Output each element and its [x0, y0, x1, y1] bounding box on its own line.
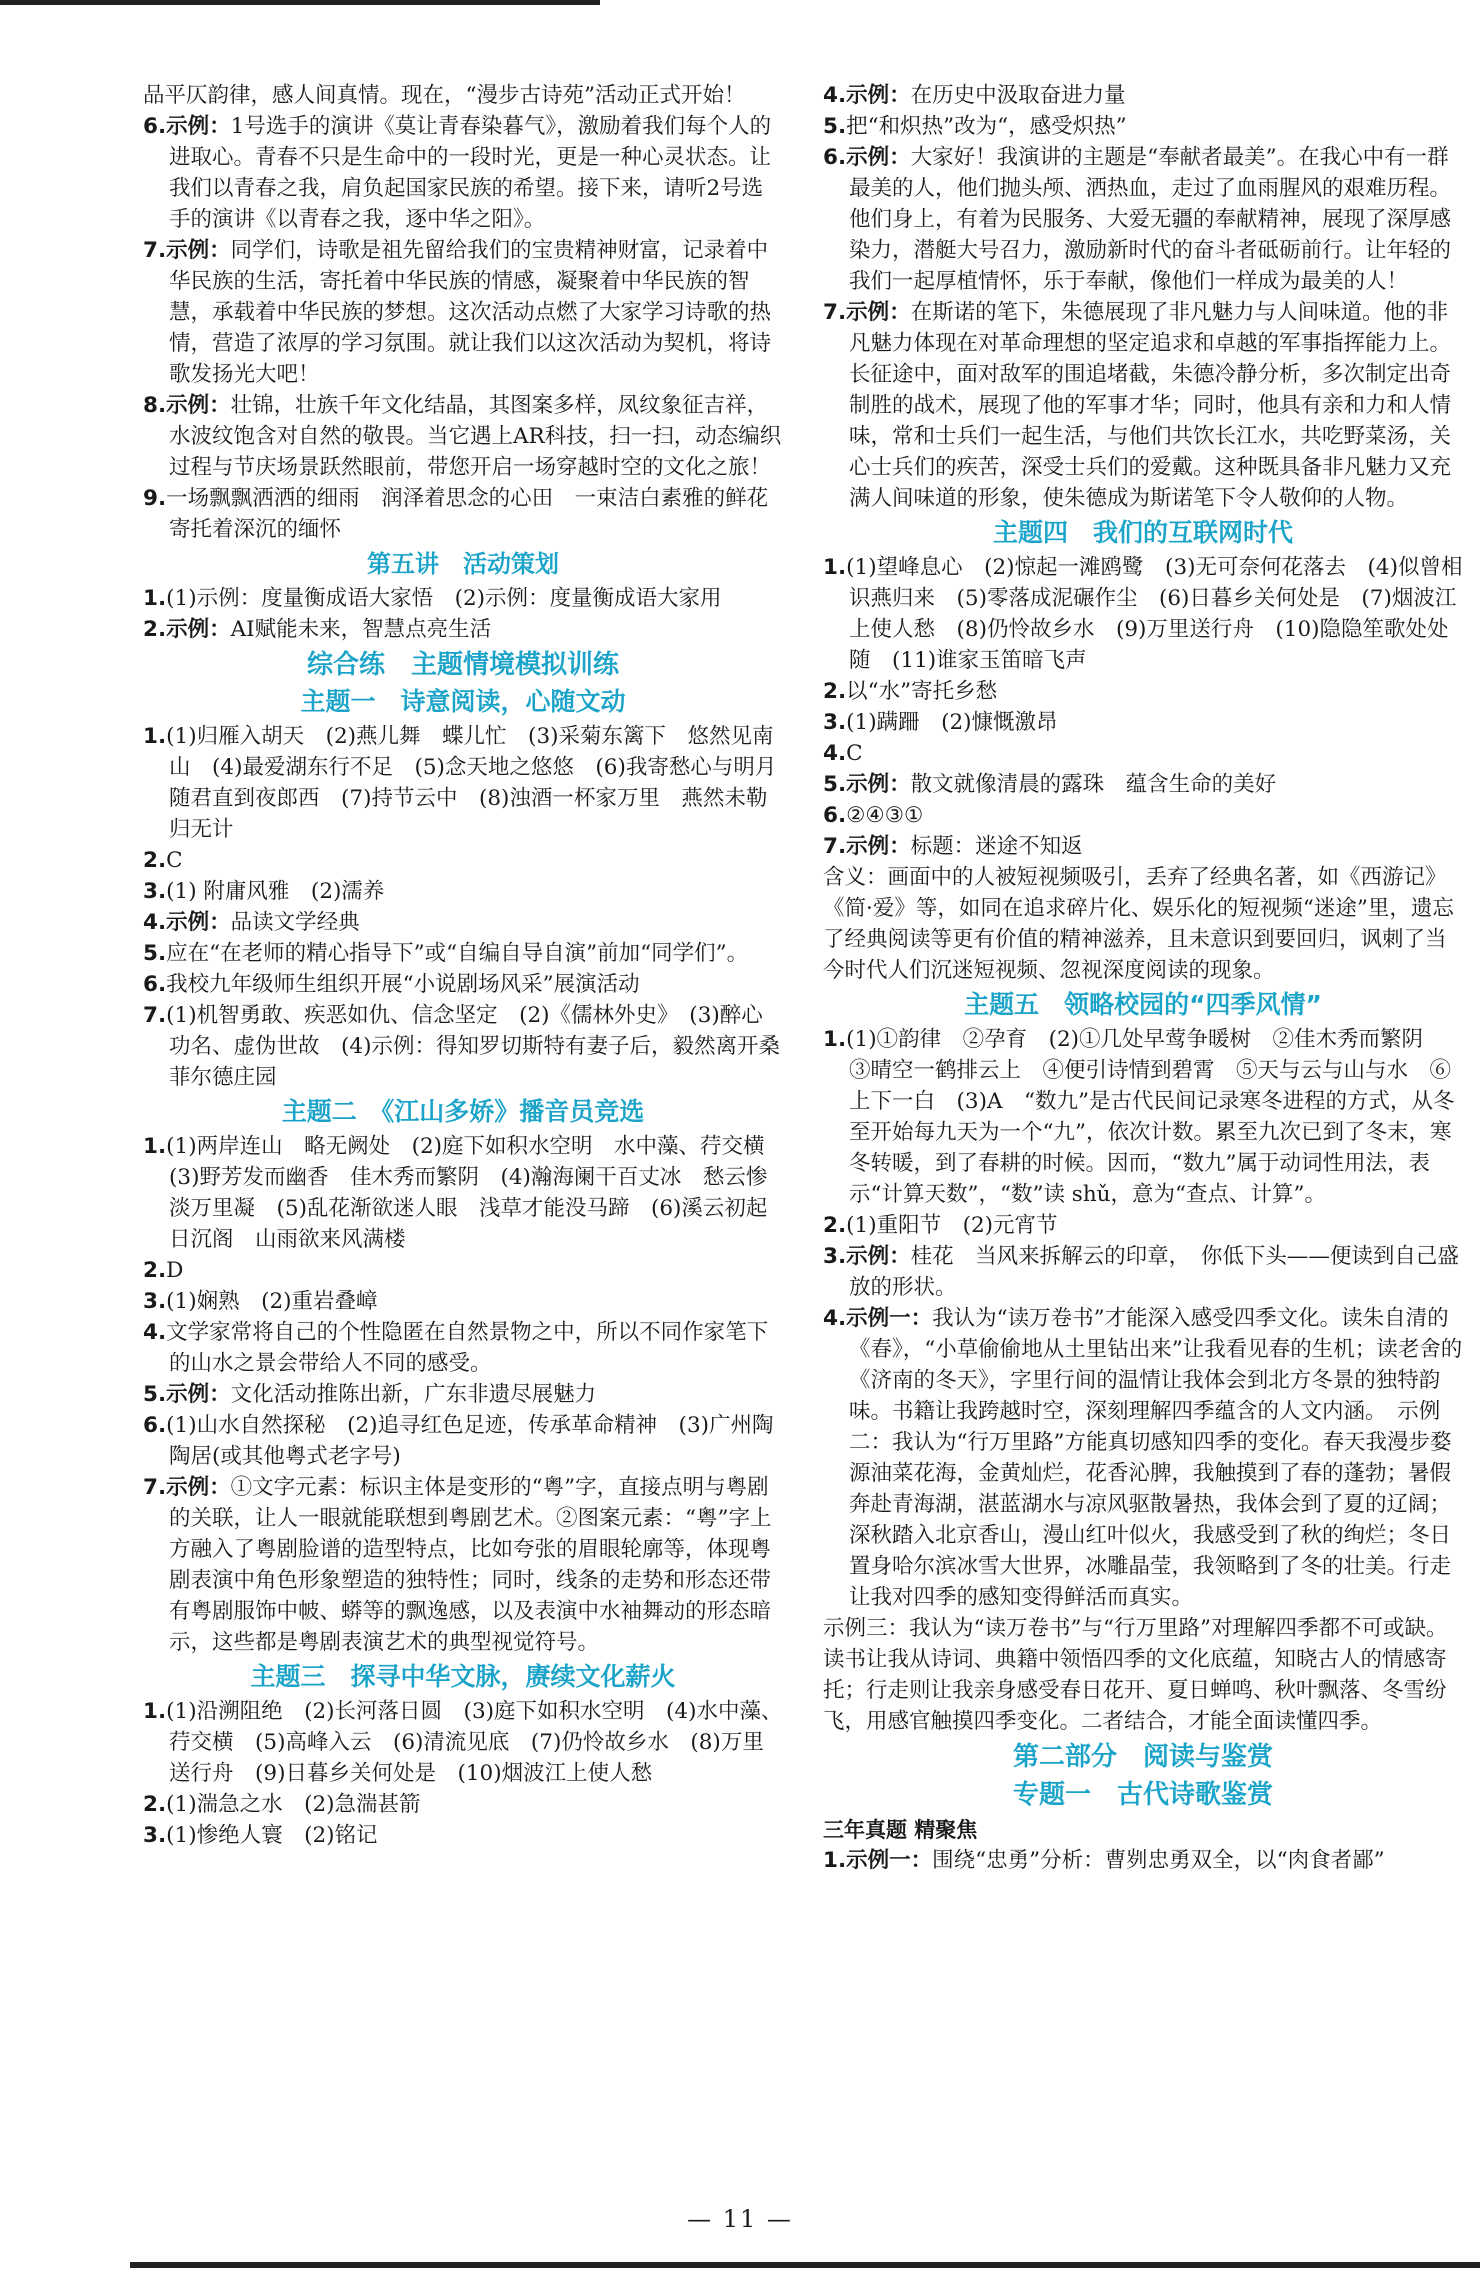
- item-text: 品读文学经典: [230, 910, 360, 935]
- answer-item: [823, 1845, 1463, 1876]
- item-number: 4.: [823, 83, 847, 108]
- paragraph: 示例三：我认为“读万卷书”与“行万里路”对理解四季都不可或缺。读书让我从诗词、典籍中领悟四季的文化底蕴，知晓古人的情感寄托；行走则让我亲身感受春日花开、夏日蝉鸣、秋叶飘落、冬雪纷飞，用感官触摸四季变化。二者结合，才能全面读懂四季。: [823, 1616, 1448, 1734]
- item-number: 4.: [823, 1306, 847, 1331]
- example-label: 示例：: [846, 834, 911, 859]
- answer-item: [823, 1210, 1463, 1241]
- section-heading: 第五讲 活动策划: [367, 550, 559, 578]
- answer-item: [823, 769, 1463, 800]
- answer-item: [143, 1410, 783, 1472]
- answer-item: [143, 907, 783, 938]
- paragraph: 品平仄韵律，感人间真情。现在，“漫步古诗苑”活动正式开始！: [143, 83, 746, 108]
- item-text: 我认为“读万卷书”才能深入感受四季文化。读朱自清的《春》，“小草偷偷地从土里钻出来”让我看见春的生机；读老舍的《济南的冬天》，字里行间的温情让我体会到北方冬景的独特韵味。书籍让我跨越时空，深刻理解四季蕴含的人文内涵。 示例二：我认为“行万里路”方能真切感知四季的变化。春天我漫步婺源油菜花海，金黄灿烂，花香沁脾，我触摸到了春的蓬勃；暑假奔赴青海湖，湛蓝湖水与凉风驱散暑热，我体会到了夏的辽阔；深秋踏入北京香山，漫山红叶似火，我感受到了秋的绚烂；冬日置身哈尔滨冰雪大世界，冰雕晶莹，我领略到了冬的壮美。行走让我对四季的感知变得鲜活而真实。: [849, 1306, 1463, 1610]
- example-label: 示例：: [846, 772, 911, 797]
- sub-heading: 三年真题 精聚焦: [823, 1818, 978, 1842]
- section-heading: 主题五 领略校园的“四季风情”: [964, 990, 1322, 1019]
- item-text: 文学家常将自己的个性隐匿在自然景物之中，所以不同作家笔下的山水之景会带给人不同的感受。: [166, 1320, 769, 1376]
- item-text: 以“水”寄托乡愁: [846, 679, 998, 704]
- example-label: 示例一：: [846, 1848, 933, 1873]
- example-label: 示例：: [166, 114, 231, 139]
- item-number: 1.: [823, 1848, 847, 1873]
- answer-item: [143, 235, 783, 390]
- example-label: 示例：: [846, 300, 911, 325]
- item-text: (1)望峰息心 (2)惊起一滩鸥鹭 (3)无可奈何花落去 (4)似曾相识燕归来 (5)零落成泥碾作尘 (6)日暮乡关何处是 (7)烟波江上使人愁 (8)仍怜故乡水 (9)万里送行舟 (10)隐隐笙歌处处随 (11)谁家玉笛暗飞声: [846, 555, 1463, 673]
- answer-item: [143, 1255, 783, 1286]
- item-text: (1)①韵律 ②孕育 (2)①几处早莺争暖树 ②佳木秀而繁阴 ③晴空一鹤排云上 ④便引诗情到碧霄 ⑤天与云与山与水 ⑥上下一白 (3)A “数九”是古代民间记录寒冬进程的方式，从冬至开始每九天为一个“九”，依次计数。累至九次已到了冬末，寒冬转暖，到了春耕的时候。因而，“数九”属于动词性用法，表示“计算天数”，“数”读 shǔ，意为“查点、计算”。: [846, 1027, 1455, 1207]
- item-text: (1)湍急之水 (2)急湍甚箭: [166, 1792, 421, 1817]
- item-number: 3.: [143, 1289, 167, 1314]
- top-rule: [0, 0, 600, 5]
- answer-item: [143, 1000, 783, 1093]
- item-text: (1)山水自然探秘 (2)追寻红色足迹，传承革命精神 (3)广州陶陶居(或其他粤式老字号): [166, 1413, 774, 1469]
- answer-item: [823, 676, 1463, 707]
- item-number: 1.: [823, 555, 847, 580]
- answer-item: [143, 583, 783, 614]
- item-text: 散文就像清晨的露珠 蕴含生命的美好: [910, 772, 1277, 797]
- section-heading: 主题四 我们的互联网时代: [992, 518, 1293, 547]
- answer-item: [143, 1696, 783, 1789]
- example-label: 示例：: [166, 910, 231, 935]
- item-text: (1)重阳节 (2)元宵节: [846, 1213, 1058, 1238]
- answer-item: [823, 738, 1463, 769]
- item-number: 1.: [143, 724, 167, 749]
- item-text: C: [846, 741, 863, 766]
- item-number: 2.: [143, 1258, 167, 1283]
- answer-item: [823, 297, 1463, 514]
- item-number: 2.: [143, 1792, 167, 1817]
- item-number: 4.: [143, 1320, 167, 1345]
- answer-item: [143, 876, 783, 907]
- section-heading: 专题一 古代诗歌鉴赏: [1012, 1780, 1273, 1810]
- example-label: 示例：: [846, 1244, 911, 1269]
- item-number: 5.: [143, 941, 167, 966]
- right-column: [823, 80, 1463, 1876]
- answer-item: [143, 1472, 783, 1658]
- left-column: [143, 80, 798, 1851]
- answer-item: [143, 614, 783, 645]
- answer-item: [143, 1379, 783, 1410]
- item-text: ①文字元素：标识主体是变形的“粤”字，直接点明与粤剧的关联，让人一眼就能联想到粤剧艺术。②图案元素：“粤”字上方融入了粤剧脸谱的造型特点，比如夸张的眉眼轮廓等，体现粤剧表演中角色形象塑造的独特性；同时，线条的走势和形态还带有粤剧服饰中帔、蟒等的飘逸感，以及表演中水袖舞动的形态暗示，这些都是粤剧表演艺术的典型视觉符号。: [169, 1475, 772, 1655]
- bottom-rule: [130, 2262, 1480, 2268]
- item-text: (1)两岸连山 略无阙处 (2)庭下如积水空明 水中藻、荇交横 (3)野芳发而幽香 佳木秀而繁阴 (4)瀚海阑干百丈冰 愁云惨淡万里凝 (5)乱花渐欲迷人眼 浅草才能没马蹄 (6)溪云初起日沉阁 山雨欲来风满楼: [166, 1134, 787, 1252]
- paragraph: 含义：画面中的人被短视频吸引，丢弃了经典名著，如《西游记》《简·爱》等，如同在追求碎片化、娱乐化的短视频“迷途”里，遗忘了经典阅读等更有价值的精神滋养，且未意识到要回归，讽刺了当今时代人们沉迷短视频、忽视深度阅读的现象。: [823, 865, 1454, 983]
- answer-item: [143, 1820, 783, 1851]
- item-number: 8.: [143, 393, 167, 418]
- section-heading: 第二部分 阅读与鉴赏: [1012, 1742, 1273, 1772]
- item-text: 壮锦，壮族千年文化结晶，其图案多样，凤纹象征吉祥，水波纹饱含对自然的敬畏。当它遇上AR科技，扫一扫，动态编织过程与节庆场景跃然眼前，带您开启一场穿越时空的文化之旅！: [169, 393, 782, 480]
- answer-item: [143, 111, 783, 235]
- item-text: 1号选手的演讲《莫让青春染暮气》，激励着我们每个人的进取心。青春不只是生命中的一段时光，更是一种心灵状态。让我们以青春之我，肩负起国家民族的希望。接下来，请听2号选手的演讲《以青春之我，逐中华之阳》。: [169, 114, 772, 232]
- item-text: (1)沿溯阻绝 (2)长河落日圆 (3)庭下如积水空明 (4)水中藻、荇交横 (5)高峰入云 (6)清流见底 (7)仍怜故乡水 (8)万里送行舟 (9)日暮乡关何处是 (10)烟波江上使人愁: [166, 1699, 783, 1786]
- item-number: 6.: [143, 972, 167, 997]
- item-text: 围绕“忠勇”分析：曹刿忠勇双全，以“肉食者鄙”: [932, 1848, 1385, 1873]
- example-label: 示例：: [166, 1382, 231, 1407]
- item-number: 6.: [823, 145, 847, 170]
- item-number: 1.: [143, 1699, 167, 1724]
- item-text: 应在“在老师的精心指导下”或“自编自导自演”前加“同学们”。: [166, 941, 749, 966]
- answer-item: [823, 142, 1463, 297]
- item-number: 2.: [143, 617, 167, 642]
- example-label: 示例：: [166, 238, 231, 263]
- item-text: ②④③①: [846, 803, 924, 828]
- answer-item: [143, 1131, 787, 1255]
- section-heading: 主题三 探寻中华文脉，赓续文化薪火: [250, 1662, 676, 1691]
- item-number: 6.: [823, 803, 847, 828]
- answer-item: [143, 938, 783, 969]
- item-text: (1)归雁入胡天 (2)燕儿舞 蝶儿忙 (3)采菊东篱下 悠然见南山 (4)最爱湖东行不足 (5)念天地之悠悠 (6)我寄愁心与明月 随君直到夜郎西 (7)持节云中 (8)浊酒一杯家万里 燕然未勒归无计: [166, 724, 798, 842]
- page-number: — 11 —: [687, 2205, 793, 2233]
- item-number: 7.: [143, 1475, 167, 1500]
- item-text: 标题：迷途不知返: [910, 834, 1083, 859]
- item-number: 2.: [823, 679, 847, 704]
- answer-item: [823, 80, 1463, 111]
- item-text: C: [166, 848, 183, 873]
- item-text: 桂花 当风来拆解云的印章， 你低下头——便读到自己盛放的形状。: [849, 1244, 1459, 1300]
- item-text: (1)惨绝人寰 (2)铭记: [166, 1823, 378, 1848]
- item-text: (1)蹒跚 (2)慷慨激昂: [846, 710, 1058, 735]
- item-text: 同学们，诗歌是祖先留给我们的宝贵精神财富，记录着中华民族的生活，寄托着中华民族的情感，凝聚着中华民族的智慧，承载着中华民族的梦想。这次活动点燃了大家学习诗歌的热情，营造了浓厚的学习氛围。就让我们以这次活动为契机，将诗歌发扬光大吧！: [169, 238, 772, 387]
- answer-item: [823, 1024, 1463, 1210]
- item-number: 3.: [823, 710, 847, 735]
- answer-item: [823, 111, 1463, 142]
- answer-item: [823, 800, 1463, 831]
- answer-item: [823, 1303, 1463, 1613]
- item-number: 5.: [823, 114, 847, 139]
- example-label: 示例：: [166, 617, 231, 642]
- item-number: 1.: [143, 1134, 167, 1159]
- item-text: (1) 附庸风雅 (2)濡养: [166, 879, 385, 904]
- item-number: 6.: [143, 114, 167, 139]
- example-label: 示例：: [166, 393, 231, 418]
- item-number: 2.: [823, 1213, 847, 1238]
- item-text: (1)机智勇敢、疾恶如仇、信念坚定 (2)《儒林外史》 (3)醉心功名、虚伪世故 (4)示例：得知罗切斯特有妻子后，毅然离开桑菲尔德庄园: [166, 1003, 780, 1090]
- item-number: 3.: [143, 879, 167, 904]
- answer-item: [143, 390, 783, 483]
- item-text: 把“和炽热”改为“，感受炽热”: [846, 114, 1127, 139]
- item-number: 7.: [823, 300, 847, 325]
- item-number: 5.: [823, 772, 847, 797]
- item-text: 我校九年级师生组织开展“小说剧场风采”展演活动: [166, 972, 640, 997]
- item-number: 1.: [823, 1027, 847, 1052]
- item-text: (1)示例：度量衡成语大家悟 (2)示例：度量衡成语大家用: [166, 586, 722, 611]
- item-number: 5.: [143, 1382, 167, 1407]
- item-number: 4.: [823, 741, 847, 766]
- example-label: 示例：: [166, 1475, 231, 1500]
- answer-item: [143, 1317, 783, 1379]
- answer-item: [143, 969, 783, 1000]
- example-label: 示例：: [846, 145, 911, 170]
- item-text: 大家好！我演讲的主题是“奉献者最美”。在我心中有一群最美的人，他们抛头颅、洒热血，走过了血雨腥风的艰难历程。他们身上，有着为民服务、大爱无疆的奉献精神，展现了深厚感染力，潜艇大号召力，激励新时代的奋斗者砥砺前行。让年轻的我们一起厚植情怀，乐于奉献，像他们一样成为最美的人！: [849, 145, 1452, 294]
- answer-item: [143, 1789, 783, 1820]
- item-number: 3.: [143, 1823, 167, 1848]
- item-text: 在历史中汲取奋进力量: [910, 83, 1126, 108]
- item-number: 7.: [143, 1003, 167, 1028]
- item-number: 6.: [143, 1413, 167, 1438]
- item-number: 7.: [143, 238, 167, 263]
- answer-item: [143, 721, 798, 845]
- example-label: 示例：: [846, 83, 911, 108]
- answer-item: [143, 483, 790, 545]
- answer-item: [143, 845, 783, 876]
- answer-item: [823, 1241, 1463, 1303]
- item-number: 7.: [823, 834, 847, 859]
- item-text: 文化活动推陈出新，广东非遗尽展魅力: [230, 1382, 597, 1407]
- item-text: 在斯诺的笔下，朱德展现了非凡魅力与人间味道。他的非凡魅力体现在对革命理想的坚定追求和卓越的军事指挥能力上。长征途中，面对敌军的围追堵截，朱德冷静分析，多次制定出奇制胜的战术，展现了他的军事才华；同时，他具有亲和力和人情味，常和士兵们一起生活，与他们共饮长江水，共吃野菜汤，关心士兵们的疾苦，深受士兵们的爱戴。这种既具备非凡魅力又充满人间味道的形象，使朱德成为斯诺笔下令人敬仰的人物。: [849, 300, 1452, 511]
- answer-item: [143, 1286, 783, 1317]
- answer-item: [823, 831, 1463, 862]
- section-heading: 综合练 主题情境模拟训练: [306, 650, 619, 680]
- item-text: D: [166, 1258, 184, 1283]
- section-heading: 主题一 诗意阅读，心随文动: [300, 687, 626, 716]
- item-number: 4.: [143, 910, 167, 935]
- answer-item: [823, 552, 1463, 676]
- item-number: 2.: [143, 848, 167, 873]
- section-heading: 主题二 《江山多娇》播音员竞选: [281, 1097, 645, 1126]
- answer-item: [823, 707, 1463, 738]
- item-text: 一场飘飘洒洒的细雨 润泽着思念的心田 一束洁白素雅的鲜花 寄托着深沉的缅怀: [166, 486, 790, 542]
- item-number: 9.: [143, 486, 167, 511]
- item-number: 3.: [823, 1244, 847, 1269]
- example-label: 示例一：: [846, 1306, 933, 1331]
- item-text: (1)娴熟 (2)重岩叠嶂: [166, 1289, 378, 1314]
- item-number: 1.: [143, 586, 167, 611]
- item-text: AI赋能未来，智慧点亮生活: [230, 617, 492, 642]
